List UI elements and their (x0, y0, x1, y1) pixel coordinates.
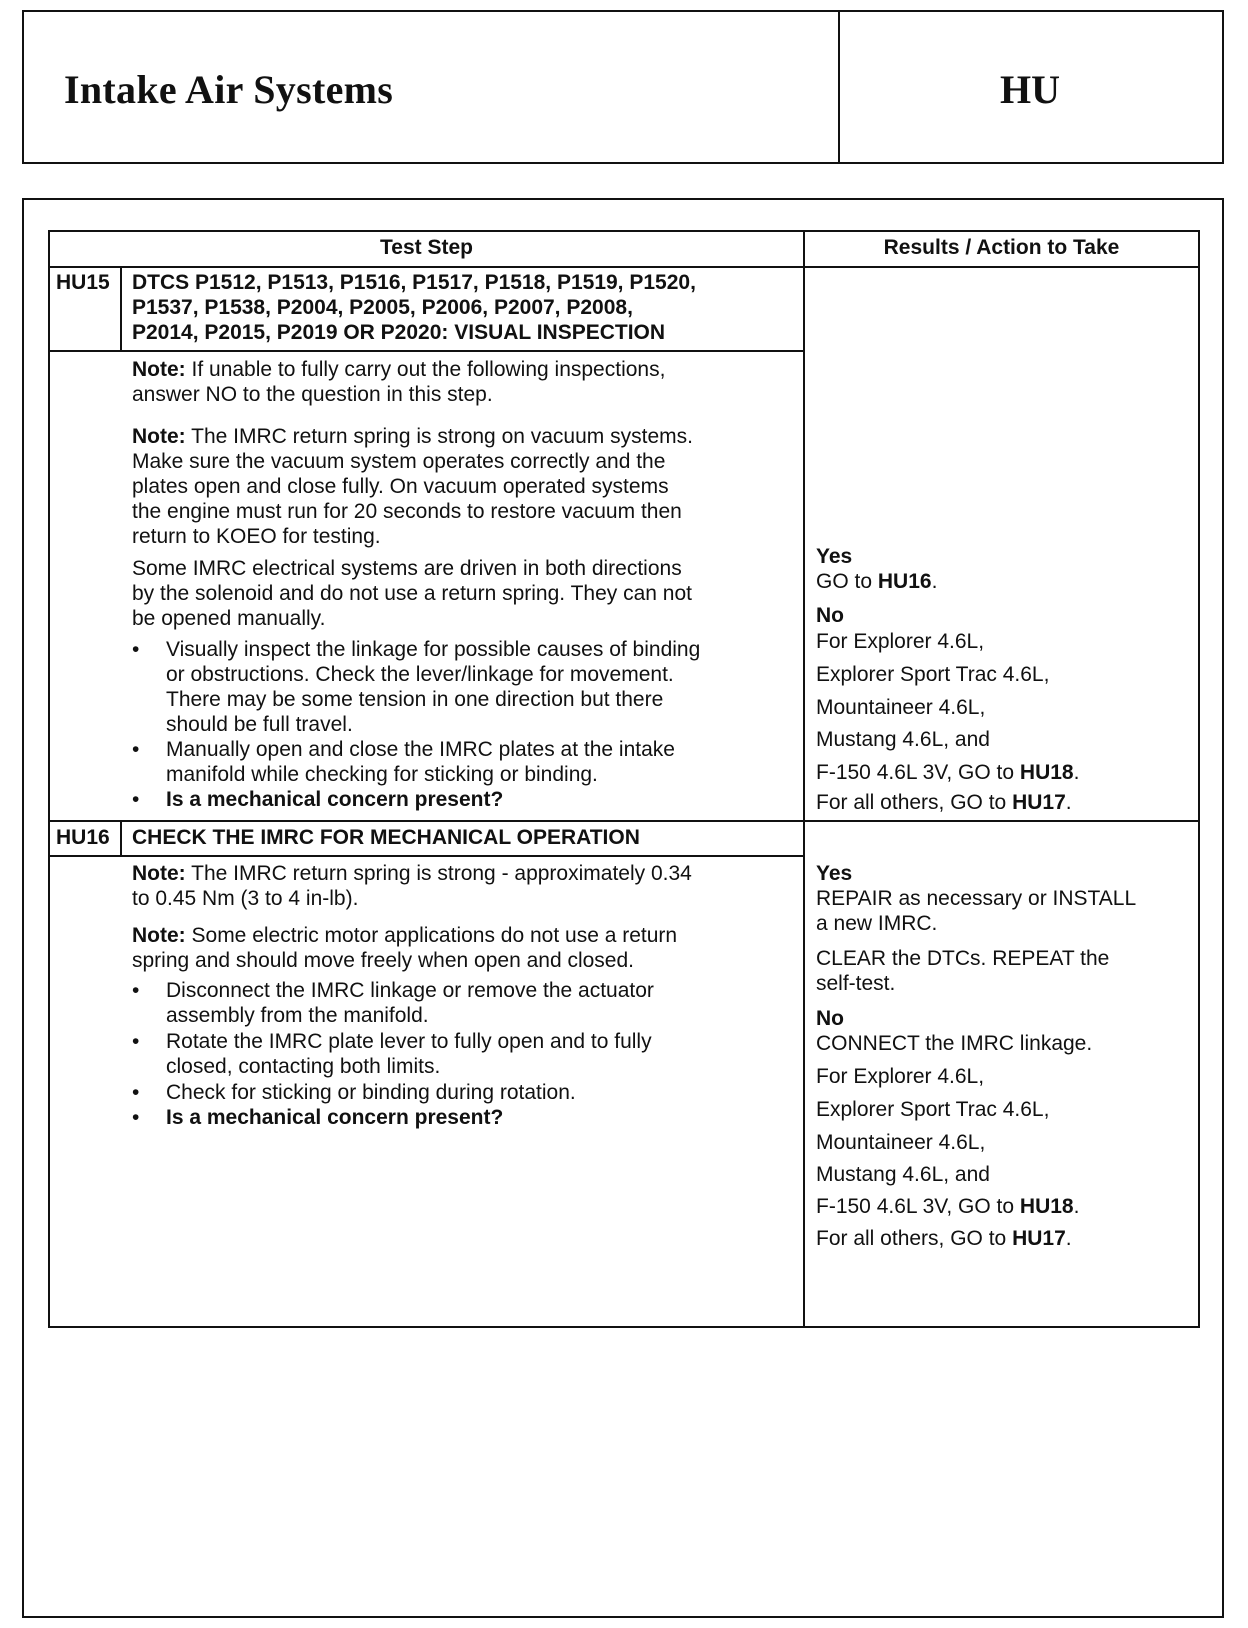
hu15-note2-line-5: return to KOEO for testing. (132, 525, 381, 548)
hu16-bullet1-line-1: Disconnect the IMRC linkage or remove the actuator (166, 979, 654, 1002)
hu15-bullet1-line-4: should be full travel. (166, 713, 353, 736)
hu15-bullet1-line-1: Visually inspect the linkage for possible causes of binding (166, 638, 701, 661)
note-text: The IMRC return spring is strong on vacuum systems. (185, 425, 693, 448)
bullet-icon: • (132, 1030, 140, 1053)
hu16-no-line-3: Mountaineer 4.6L, (816, 1131, 986, 1154)
hu15-para-line-3: be opened manually. (132, 607, 326, 630)
action-text: F-150 4.6L 3V, GO to (816, 761, 1020, 784)
hu15-title-line-3: P2014, P2015, P2019 OR P2020: VISUAL INSPECTION (132, 321, 666, 344)
bullet-icon: • (132, 638, 140, 661)
col-header-test-step: Test Step (380, 236, 473, 259)
hu15-bullet1-line-3: There may be some tension in one direction but there (166, 688, 664, 711)
period: . (931, 570, 938, 593)
header-divider (838, 10, 840, 164)
hu16-clear-line-2: self-test. (816, 972, 896, 995)
note-label: Note: (132, 924, 186, 947)
hu16-note1-line-1 (132, 861, 692, 886)
period: . (1073, 1195, 1080, 1218)
hu16-bullet1-line-2: assembly from the manifold. (166, 1004, 429, 1027)
hu16-title: CHECK THE IMRC FOR MECHANICAL OPERATION (132, 826, 640, 849)
hu16-no-line-4: Mustang 4.6L, and (816, 1163, 990, 1186)
hu16-step-id: HU16 (56, 826, 110, 849)
bullet-icon: • (132, 1081, 140, 1104)
section-code: HU (1000, 67, 1060, 112)
action-text: GO to (816, 570, 878, 593)
note-text: Some electric motor applications do not use a return (185, 924, 678, 947)
hu16-title-line (48, 855, 805, 857)
period: . (1073, 761, 1080, 784)
hu15-bullet2-line-2: manifold while checking for sticking or binding. (166, 763, 598, 786)
bullet-icon: • (132, 738, 140, 761)
bullet-icon: • (132, 788, 140, 811)
hu15-no-line-1: For Explorer 4.6L, (816, 630, 985, 653)
hu15-no-line-4: Mustang 4.6L, and (816, 728, 990, 751)
hu15-step-id: HU15 (56, 271, 110, 294)
note-label: Note: (132, 425, 186, 448)
hu15-bullet1-line-2: or obstructions. Check the lever/linkage for movement. (166, 663, 674, 686)
step-ref-hu17[interactable]: HU17 (1012, 1227, 1066, 1250)
hu16-no-label: No (816, 1007, 844, 1030)
note-label: Note: (132, 862, 186, 885)
page-title: Intake Air Systems (64, 67, 394, 112)
action-text: For all others, GO to (816, 791, 1013, 814)
step-ref-hu18[interactable]: HU18 (1019, 761, 1074, 784)
hu16-note1-line-2: to 0.45 Nm (3 to 4 in-lb). (132, 887, 359, 910)
hu15-no-f150 (816, 760, 1079, 785)
hu15-no-others (816, 790, 1072, 815)
hu16-top-line (48, 820, 1200, 822)
step-ref-hu17[interactable]: HU17 (1012, 791, 1066, 814)
hu15-title-line-2: P1537, P1538, P2004, P2005, P2006, P2007, P2008, (132, 296, 633, 319)
hu15-note2-line-3: plates open and close fully. On vacuum operated systems (132, 475, 669, 498)
period: . (1065, 1227, 1072, 1250)
hu15-title-line-1: DTCS P1512, P1513, P1516, P1517, P1518, P1519, P1520, (132, 271, 696, 294)
column-divider (803, 230, 805, 1328)
hu16-clear-line-1: CLEAR the DTCs. REPEAT the (816, 947, 1110, 970)
hu16-yes-line-2: a new IMRC. (816, 912, 938, 935)
action-text: For all others, GO to (816, 1227, 1013, 1250)
header-row-line (48, 266, 1200, 268)
hu15-bullet2-line-1: Manually open and close the IMRC plates at the intake (166, 738, 675, 761)
hu15-no-line-2: Explorer Sport Trac 4.6L, (816, 663, 1050, 686)
hu15-para-line-1: Some IMRC electrical systems are driven in both directions (132, 557, 682, 580)
hu16-no-f150 (816, 1194, 1079, 1219)
hu16-bullet3: Check for sticking or binding during rotation. (166, 1081, 576, 1104)
period: . (1065, 791, 1072, 814)
hu16-no-connect: CONNECT the IMRC linkage. (816, 1032, 1093, 1055)
action-text: F-150 4.6L 3V, GO to (816, 1195, 1020, 1218)
hu15-no-label: No (816, 604, 844, 627)
col-header-results: Results / Action to Take (883, 236, 1120, 259)
note-text: The IMRC return spring is strong - approximately 0.34 (185, 862, 692, 885)
hu15-note1-line-1 (132, 357, 665, 382)
step-ref-hu16[interactable]: HU16 (877, 570, 932, 593)
hu16-no-others (816, 1226, 1072, 1251)
hu15-no-line-3: Mountaineer 4.6L, (816, 696, 986, 719)
hu16-no-line-1: For Explorer 4.6L, (816, 1065, 985, 1088)
hu15-note2-line-1 (132, 424, 693, 449)
note-text: If unable to fully carry out the following inspections, (185, 358, 666, 381)
hu15-note2-line-4: the engine must run for 20 seconds to restore vacuum then (132, 500, 682, 523)
hu15-id-divider (120, 266, 122, 351)
note-label: Note: (132, 358, 186, 381)
hu16-no-line-2: Explorer Sport Trac 4.6L, (816, 1098, 1050, 1121)
bullet-icon: • (132, 979, 140, 1002)
hu16-id-divider (120, 820, 122, 856)
hu15-yes-label: Yes (816, 545, 853, 568)
hu16-yes-line-1: REPAIR as necessary or INSTALL (816, 887, 1137, 910)
hu15-para-line-2: by the solenoid and do not use a return spring. They can not (132, 582, 692, 605)
hu16-note2-line-2: spring and should move freely when open and closed. (132, 949, 634, 972)
hu16-question: Is a mechanical concern present? (166, 1106, 504, 1129)
hu16-bullet2-line-2: closed, contacting both limits. (166, 1055, 441, 1078)
bullet-icon: • (132, 1106, 140, 1129)
step-ref-hu18[interactable]: HU18 (1019, 1195, 1074, 1218)
hu16-bullet2-line-1: Rotate the IMRC plate lever to fully open and to fully (166, 1030, 652, 1053)
hu15-yes-action (816, 569, 937, 594)
hu15-question: Is a mechanical concern present? (166, 788, 504, 811)
hu16-note2-line-1 (132, 923, 677, 948)
hu15-note1-line-2: answer NO to the question in this step. (132, 383, 493, 406)
hu15-title-line (48, 350, 805, 352)
hu15-note2-line-2: Make sure the vacuum system operates correctly and the (132, 450, 666, 473)
hu16-yes-label: Yes (816, 862, 853, 885)
